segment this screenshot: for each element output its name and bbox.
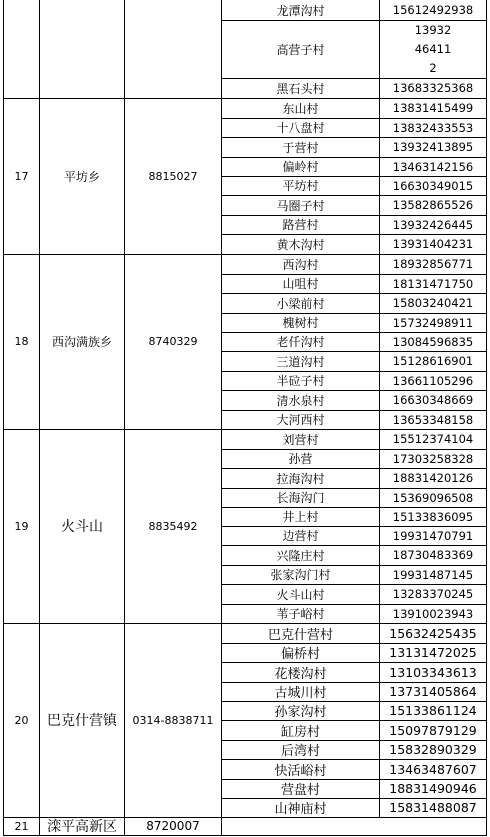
village-name: 小梁前村	[276, 296, 325, 311]
row-border	[3, 817, 486, 818]
village-name: 偏岭村	[282, 160, 319, 174]
village-phone: 13683325368	[392, 81, 474, 95]
village-name: 黄木沟村	[276, 237, 325, 252]
row-border	[221, 157, 487, 158]
village-name: 长海沟门	[276, 491, 325, 505]
village-name: 半砬子村	[276, 374, 325, 388]
office-phone: 8720007	[146, 819, 200, 833]
town-name: 滦平高新区	[47, 819, 117, 835]
town-name: 火斗山	[61, 519, 103, 535]
village-phone: 18932856771	[392, 257, 474, 271]
village-phone: 13910023943	[392, 606, 474, 621]
village-name: 兴隆庄村	[276, 548, 325, 563]
village-phone: 15732498911	[392, 315, 474, 330]
village-name: 边营村	[282, 529, 319, 543]
village-phone: 15128616901	[392, 354, 474, 368]
phone-line: 2	[429, 60, 437, 75]
row-border	[3, 623, 486, 624]
row-border	[221, 176, 487, 177]
village-phone: 13931404231	[392, 237, 474, 251]
village-phone: 15831488087	[389, 800, 477, 815]
column-border	[124, 0, 125, 836]
village-name: 于营村	[282, 140, 319, 155]
village-phone	[380, 20, 486, 78]
town-name: 平坊乡	[63, 169, 100, 184]
office-phone	[125, 0, 221, 98]
group-number: 17	[14, 169, 29, 183]
phone-line: 13932	[414, 22, 452, 37]
group-number: 19	[14, 519, 29, 533]
village-name: 东山村	[282, 101, 319, 116]
village-name: 孙家沟村	[274, 705, 327, 720]
row-border	[221, 371, 487, 372]
row-border	[221, 779, 487, 780]
column-border	[486, 0, 487, 836]
village-name: 火斗山村	[276, 587, 325, 602]
column-border	[221, 0, 222, 836]
village-name: 西沟村	[282, 257, 319, 272]
village-phone: 13463487607	[389, 761, 477, 777]
town-name	[40, 0, 124, 98]
office-phone: 0314-8838711	[132, 713, 214, 727]
village-phone: 15133861124	[389, 703, 477, 718]
row-border	[3, 98, 486, 99]
village-name: 巴克什营村	[267, 627, 333, 643]
group-number: 21	[14, 819, 29, 833]
village-phone: 13832433553	[392, 120, 474, 135]
village-phone: 17303258328	[392, 451, 474, 466]
village-phone: 18831420126	[392, 471, 474, 485]
row-border	[221, 643, 487, 644]
village-phone: 15803240421	[392, 296, 474, 310]
village-name: 平坊村	[282, 179, 319, 193]
village-name: 张家沟门村	[270, 568, 331, 582]
row-border	[3, 835, 486, 836]
row-border	[221, 584, 487, 585]
village-name: 大河西村	[276, 413, 325, 427]
column-border	[39, 0, 40, 836]
village-name: 老仟沟村	[276, 335, 325, 349]
village-phone: 13831415499	[392, 101, 474, 115]
village-name: 后湾村	[280, 744, 320, 759]
village-name: 龙潭沟村	[276, 3, 325, 18]
village-phone: 15612492938	[392, 3, 474, 17]
village-phone: 19931470791	[392, 528, 474, 543]
village-name: 花楼沟村	[274, 666, 327, 682]
village-name: 槐树村	[282, 316, 319, 330]
town-name: 西沟满族乡	[51, 335, 112, 349]
village-phone: 15512374104	[392, 432, 474, 446]
village-name: 黑石头村	[276, 81, 325, 96]
village-phone: 13582865526	[392, 198, 474, 212]
village-name: 路营村	[282, 218, 319, 232]
group-number	[4, 0, 39, 98]
row-border	[221, 449, 487, 450]
village-phone: 13283370245	[392, 587, 474, 601]
row-border	[3, 254, 486, 255]
group-number: 20	[14, 713, 29, 727]
row-border	[3, 429, 486, 430]
village-phone: 19931487145	[392, 567, 474, 582]
village-phone: 13661105296	[392, 373, 474, 388]
row-border	[221, 410, 487, 411]
village-phone: 15097879129	[389, 722, 477, 738]
row-border	[221, 759, 487, 760]
village-name: 刘营村	[282, 432, 319, 447]
village-phone: 13932426445	[392, 217, 474, 232]
village-name: 马圈子村	[276, 198, 325, 213]
village-phone: 18131471750	[392, 276, 474, 291]
village-name: 苇子峪村	[276, 607, 325, 621]
row-border	[221, 526, 487, 527]
village-phone: 13463142156	[392, 159, 474, 174]
row-border	[221, 740, 487, 741]
row-border	[221, 701, 487, 702]
village-phone: 13103343613	[389, 664, 477, 680]
village-name: 快活峪村	[274, 763, 327, 779]
village-phone: 13131472025	[389, 645, 477, 660]
village-name: 山神庙村	[274, 802, 327, 817]
office-phone: 8835492	[148, 519, 198, 533]
row-border	[221, 351, 487, 352]
village-phone: 18831490946	[389, 781, 477, 796]
village-phone: 18730483369	[392, 548, 474, 562]
village-name: 营盘村	[280, 783, 320, 798]
village-phone: 16630349015	[392, 178, 474, 193]
village-name: 十八盘村	[276, 121, 325, 135]
village-phone: 15832890329	[389, 742, 477, 757]
contact-table	[3, 0, 486, 836]
phone-line: 46411	[414, 41, 452, 56]
village-name: 孙营	[288, 452, 313, 466]
row-border	[221, 234, 487, 235]
row-border	[221, 545, 487, 546]
village-name: 井上村	[282, 510, 319, 524]
row-border	[221, 565, 487, 566]
row-border	[221, 215, 487, 216]
village-phone: 15632425435	[389, 625, 477, 641]
group-number: 18	[14, 335, 29, 348]
row-border	[221, 390, 487, 391]
row-border	[221, 293, 487, 294]
village-name: 清水泉村	[276, 393, 325, 408]
village-name: 偏桥村	[280, 647, 320, 662]
office-phone: 8815027	[148, 169, 198, 183]
office-phone: 8740329	[148, 335, 198, 348]
village-name: 三道沟村	[276, 354, 325, 369]
village-phone: 15369096508	[392, 490, 474, 505]
village-name: 古城川村	[274, 686, 327, 701]
row-border	[221, 78, 487, 79]
village-name: 高营子村	[276, 42, 325, 57]
row-border	[221, 507, 487, 508]
village-phone: 16630348669	[392, 393, 474, 407]
village-phone: 13653348158	[392, 412, 474, 427]
row-border	[221, 118, 487, 119]
village-name: 拉海沟村	[276, 471, 325, 486]
row-border	[221, 137, 487, 138]
row-border	[221, 604, 487, 605]
row-border	[221, 195, 487, 196]
village-name: 山咀村	[282, 277, 319, 291]
column-border	[3, 0, 4, 836]
row-border	[221, 468, 487, 469]
village-phone: 15133836095	[392, 509, 474, 524]
row-border	[221, 720, 487, 721]
village-name: 缸房村	[280, 724, 320, 740]
row-border	[221, 488, 487, 489]
village-phone: 13084596835	[392, 334, 474, 349]
row-border	[221, 20, 487, 21]
row-border	[221, 274, 487, 275]
row-border	[221, 682, 487, 683]
row-border	[221, 798, 487, 799]
row-border	[221, 313, 487, 314]
town-name: 巴克什营镇	[47, 713, 117, 729]
row-border	[221, 332, 487, 333]
village-phone: 13932413895	[392, 140, 474, 154]
column-border	[379, 0, 380, 818]
village-phone: 13731405864	[389, 684, 477, 699]
row-border	[221, 662, 487, 663]
